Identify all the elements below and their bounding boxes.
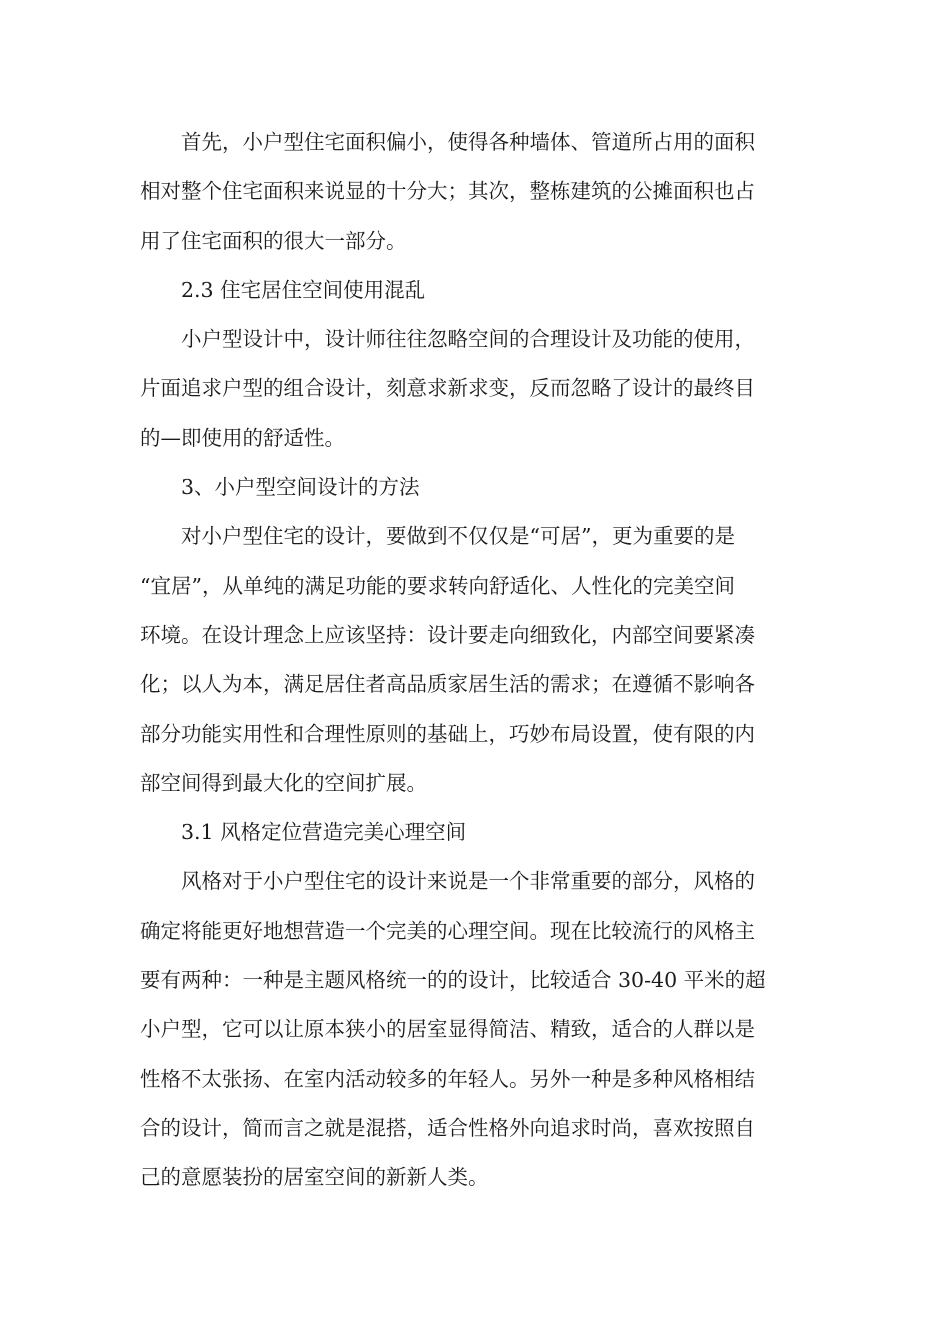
- text-line: 环境。在设计理念上应该坚持：设计要走向细致化，内部空间要紧凑: [140, 622, 755, 647]
- paragraph-style-positioning: [140, 857, 816, 1202]
- section-heading-2-3: 2.3 住宅居住空间使用混乱: [181, 277, 426, 302]
- document-body: [140, 118, 816, 1203]
- section-heading-3: 3、小户型空间设计的方法: [181, 475, 420, 500]
- text-line: 部分功能实用性和合理性原则的基础上，巧妙布局设置，使有限的内: [140, 721, 755, 746]
- paragraph-area-ratio: [140, 118, 816, 266]
- text-line: 片面追求户型的组合设计，刻意求新求变，反而忽略了设计的最终目: [140, 376, 755, 401]
- text-line: 相对整个住宅面积来说显的十分大；其次，整栋建筑的公摊面积也占: [140, 179, 755, 204]
- text-line: 合的设计，简而言之就是混搭，适合性格外向追求时尚，喜欢按照自: [140, 1115, 755, 1140]
- text-line: 确定将能更好地想营造一个完美的心理空间。现在比较流行的风格主: [140, 918, 755, 943]
- paragraph-design-method: [140, 512, 816, 808]
- text-line: 对小户型住宅的设计，要做到不仅仅是“可居”，更为重要的是: [181, 524, 735, 549]
- text-line: 小户型，它可以让原本狭小的居室显得简洁、精致，适合的人群以是: [140, 1017, 755, 1042]
- section-heading-3-1: 3.1 风格定位营造完美心理空间: [181, 820, 467, 845]
- text-line: 化；以人为本，满足居住者高品质家居生活的需求；在遵循不影响各: [140, 672, 755, 697]
- text-line: 性格不太张扬、在室内活动较多的年轻人。另外一种是多种风格相结: [140, 1066, 755, 1091]
- text-line: 用了住宅面积的很大一部分。: [140, 228, 407, 253]
- text-line: “宜居”，从单纯的满足功能的要求转向舒适化、人性化的完美空间: [140, 573, 735, 598]
- text-line: 部空间得到最大化的空间扩展。: [140, 770, 427, 795]
- text-line: 小户型设计中，设计师往往忽略空间的合理设计及功能的使用，: [181, 327, 755, 352]
- text-line: 风格对于小户型住宅的设计来说是一个非常重要的部分，风格的: [181, 869, 755, 894]
- text-line: 己的意愿装扮的居室空间的新新人类。: [140, 1165, 489, 1190]
- paragraph-space-confusion: [140, 315, 816, 463]
- text-line: 首先，小户型住宅面积偏小，使得各种墙体、管道所占用的面积: [181, 130, 755, 154]
- text-line: 要有两种：一种是主题风格统一的的设计，比较适合 30-40 平米的超: [140, 968, 766, 993]
- text-line: 的—即使用的舒适性。: [140, 425, 345, 450]
